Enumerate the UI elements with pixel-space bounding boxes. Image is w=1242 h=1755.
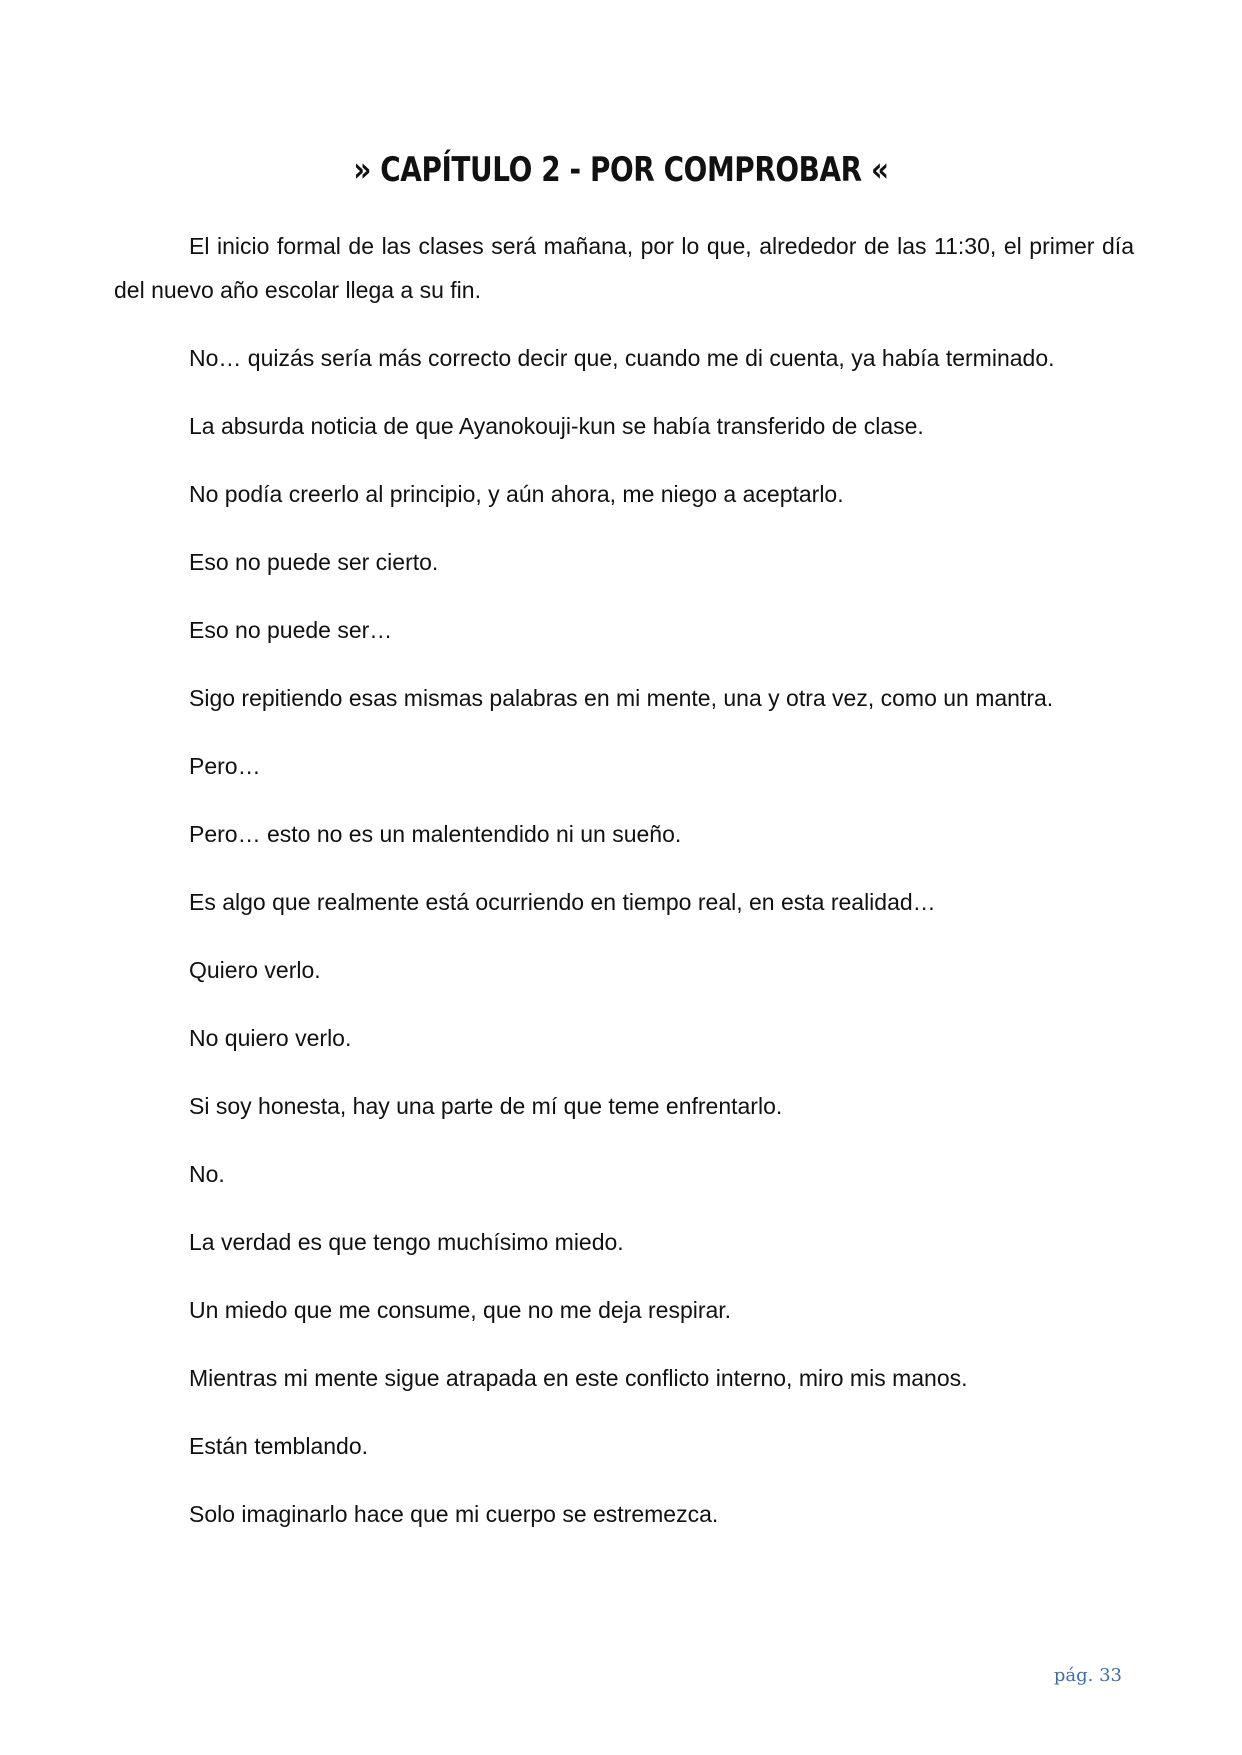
paragraph: No podía creerlo al principio, y aún ahora, me niego a aceptarlo. (189, 481, 844, 507)
paragraph: No quiero verlo. (189, 1025, 352, 1051)
paragraph: Sigo repitiendo esas mismas palabras en mi mente, una y otra vez, como un mantra. (189, 685, 1054, 711)
paragraph: Están temblando. (189, 1433, 369, 1459)
chapter-body (114, 224, 1134, 1560)
paragraph: Eso no puede ser cierto. (189, 549, 439, 575)
paragraph: Si soy honesta, hay una parte de mí que teme enfrentarlo. (189, 1093, 783, 1119)
paragraph: La verdad es que tengo muchísimo miedo. (189, 1229, 624, 1255)
paragraph: Pero… (189, 753, 261, 779)
paragraph: Quiero verlo. (189, 957, 321, 983)
paragraph: Eso no puede ser… (189, 617, 393, 643)
paragraph: Un miedo que me consume, que no me deja respirar. (189, 1297, 732, 1323)
page-number: pág. 33 (1053, 1665, 1122, 1686)
paragraph: La absurda noticia de que Ayanokouji-kun se había transferido de clase. (189, 413, 924, 439)
paragraph: Es algo que realmente está ocurriendo en tiempo real, en esta realidad… (189, 889, 936, 915)
paragraph: Mientras mi mente sigue atrapada en este conflicto interno, miro mis manos. (189, 1365, 968, 1391)
paragraph: No… quizás sería más correcto decir que, cuando me di cuenta, ya había terminado. (189, 345, 1055, 371)
paragraph: Pero… esto no es un malentendido ni un sueño. (189, 821, 682, 847)
chapter-title: » CAPÍTULO 2 - POR COMPROBAR « (353, 150, 889, 190)
paragraph: No. (189, 1161, 225, 1187)
paragraph: Solo imaginarlo hace que mi cuerpo se estremezca. (189, 1501, 719, 1527)
paragraph: El inicio formal de las clases será mañana, por lo que, alrededor de las 11:30, el primer día del nuevo año escolar llega a su fin. (114, 233, 1134, 303)
